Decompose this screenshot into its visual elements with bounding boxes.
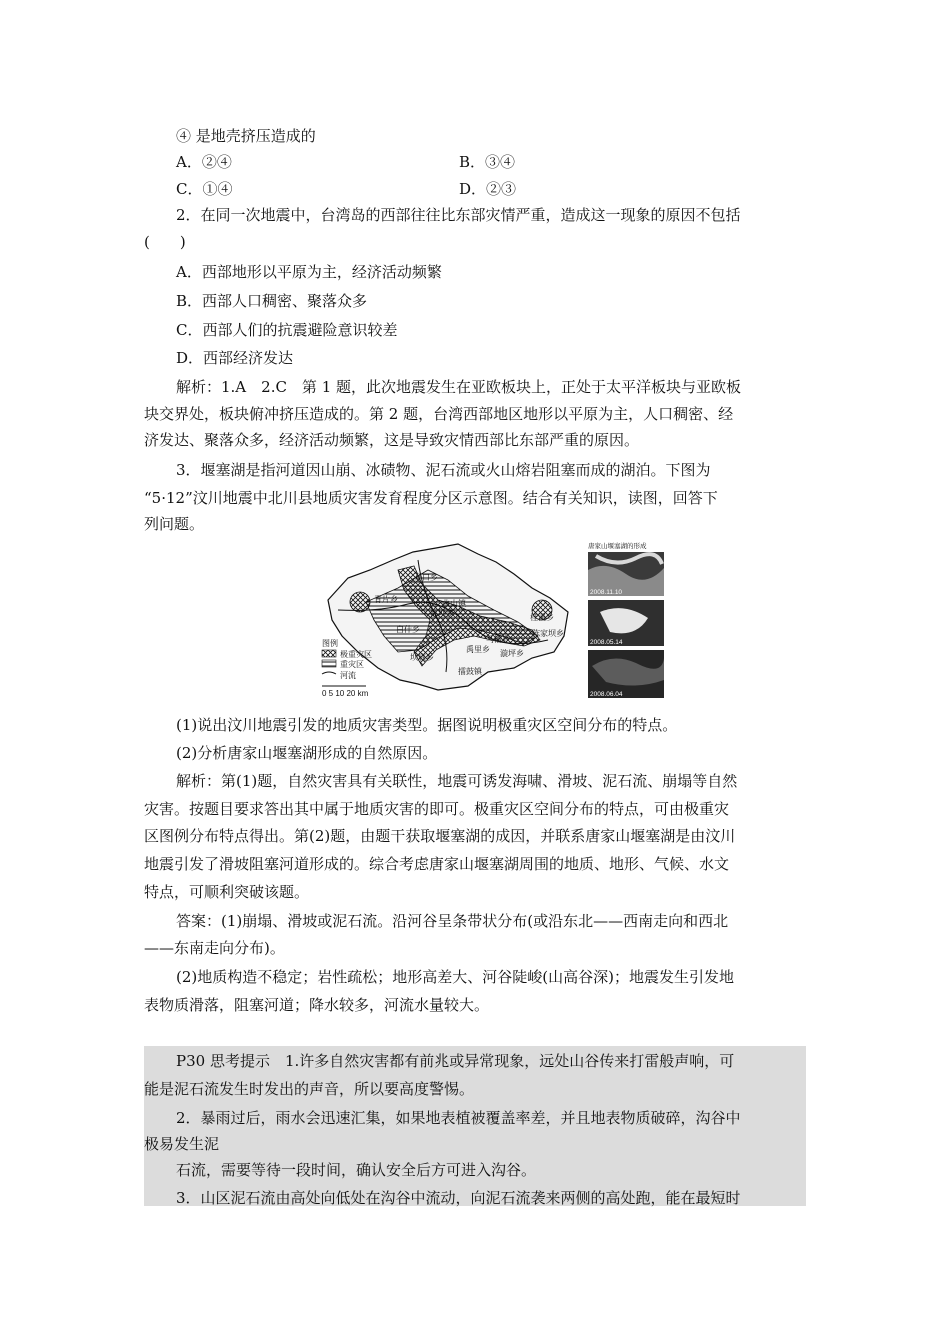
answer-1b: ——东南走向分布)。 <box>144 939 285 957</box>
tangjiashan-photos <box>586 540 666 700</box>
option-c: C．①④ <box>176 180 233 198</box>
place-guixi: 桂溪乡 <box>530 613 554 622</box>
place-qushan: 曲山镇 <box>442 599 466 608</box>
q2-option-b: B．西部人口稠密、聚落众多 <box>176 292 368 310</box>
question-3-1: 3．堰塞湖是指河道因山崩、冰碛物、泥石流或火山熔岩阻塞而成的湖泊。下图为 <box>176 461 711 479</box>
place-duba: 都坝乡 <box>430 609 454 618</box>
question-2: 2．在同一次地震中，台湾岛的西部往往比东部灾情严重，造成这一现象的原因不包括 <box>176 206 741 224</box>
option-b: B．③④ <box>459 153 516 171</box>
q2-option-a: A．西部地形以平原为主，经济活动频繁 <box>176 263 442 281</box>
legend-extreme: 极重灾区 <box>340 650 372 659</box>
hint-2a: 2．暴雨过后，雨水会迅速汇集，如果地表植被覆盖率差，并且地表物质破碎，沟谷中 <box>176 1109 741 1127</box>
hint-2b: 极易发生泥 <box>144 1135 220 1153</box>
question-2-bracket: ( ) <box>144 233 186 251</box>
photo-date-3: 2008.06.04 <box>590 691 623 698</box>
hint-3: 3．山区泥石流由高处向低处在沟谷中流动，向泥石流袭来两侧的高处跑，能在最短时 <box>176 1189 741 1207</box>
question-3-2: “5·12”汶川地震中北川县地质灾害发育程度分区示意图。结合有关知识，读图，回答下 <box>144 489 718 507</box>
place-yuli: 禹里乡 <box>466 645 490 654</box>
answer-2b: 表物质滑落，阻塞河道；降水较多，河流水量较大。 <box>144 996 490 1014</box>
option-d: D．②③ <box>459 180 517 198</box>
analysis-b-4: 地震引发了滑坡阻塞河道形成的。综合考虑唐家山堰塞湖周围的地质、地形、气候、水文 <box>144 855 730 873</box>
legend-swatch-extreme <box>322 650 336 657</box>
photo-date-1: 2008.11.10 <box>590 589 623 596</box>
legend-severe: 重灾区 <box>340 660 364 669</box>
analysis-b-2: 灾害。按题目要求答出其中属于地质灾害的即可。极重灾区空间分布的特点，可由极重灾 <box>144 800 730 818</box>
hint-1a: P30 思考提示 1.许多自然灾害都有前兆或异常现象，远处山谷传来打雷般声响，可 <box>176 1052 735 1070</box>
extreme-spot-1 <box>350 592 370 612</box>
analysis-b-3: 区图例分布特点得出。第(2)题，由题干获取堰塞湖的成因，并联系唐家山堰塞湖是由汶川 <box>144 827 736 845</box>
analysis-1: 解析：1.A 2.C 第 1 题，此次地震发生在亚欧板块上，正处于太平洋板块与亚欧板 <box>176 378 742 396</box>
answer-2a: (2)地质构造不稳定；岩性疏松；地形高差大、河谷陡峻(山高谷深)；地震发生引发地 <box>176 968 734 986</box>
legend-swatch-river <box>322 672 336 674</box>
scale-label: 0 5 10 20 km <box>322 689 369 698</box>
q2-option-c: C．西部人们的抗震避险意识较差 <box>176 321 398 339</box>
legend-swatch-severe <box>322 660 336 667</box>
photo-date-2: 2008.05.14 <box>590 639 623 646</box>
hint-1b: 能是泥石流发生时发出的声音，所以要高度警惕。 <box>144 1080 475 1098</box>
option-line-4: ④ 是地壳挤压造成的 <box>176 127 316 145</box>
subq-1: (1)说出汶川地震引发的地质灾害类型。据图说明极重灾区空间分布的特点。 <box>176 716 678 734</box>
answer-1a: 答案：(1)崩塌、滑坡或泥石流。沿河谷呈条带状分布(或沿东北——西南走向和西北 <box>176 912 729 930</box>
beichuan-disaster-map <box>318 540 576 700</box>
place-chenjiaba: 陈家坝乡 <box>532 629 564 638</box>
subq-2: (2)分析唐家山堰塞湖形成的自然原因。 <box>176 744 438 762</box>
place-kaikou: 开口乡 <box>414 573 438 582</box>
legend-river: 河流 <box>340 671 356 680</box>
question-3-3: 列问题。 <box>144 515 205 533</box>
analysis-b-5: 特点，可顺利突破该题。 <box>144 883 310 901</box>
place-xuanping: 漩坪乡 <box>500 649 524 658</box>
place-baishi: 白什乡 <box>396 625 420 634</box>
analysis-2: 块交界处，板块俯冲挤压造成的。第 2 题，台湾西部地区地形以平原为主，人口稠密、经 <box>144 405 734 423</box>
place-leigu: 擂鼓镇 <box>458 667 482 676</box>
analysis-b-1: 解析：第(1)题，自然灾害具有关联性，地震可诱发海啸、滑坡、泥石流、崩塌等自然 <box>176 772 738 790</box>
legend-title: 图例 <box>322 639 338 648</box>
q2-option-d: D．西部经济发达 <box>176 349 294 367</box>
hint-2c: 石流，需要等待一段时间，确认安全后方可进入沟谷。 <box>176 1161 537 1179</box>
place-badi: 坝底乡 <box>410 653 434 662</box>
place-macao: 马槽乡 <box>486 635 510 644</box>
place-qingpian: 青片乡 <box>374 595 398 604</box>
photo-title: 唐家山堰塞湖的形成 <box>588 543 647 550</box>
analysis-3: 济发达、聚落众多，经济活动频繁，这是导致灾情西部比东部严重的原因。 <box>144 431 640 449</box>
option-a: A．②④ <box>176 153 232 171</box>
